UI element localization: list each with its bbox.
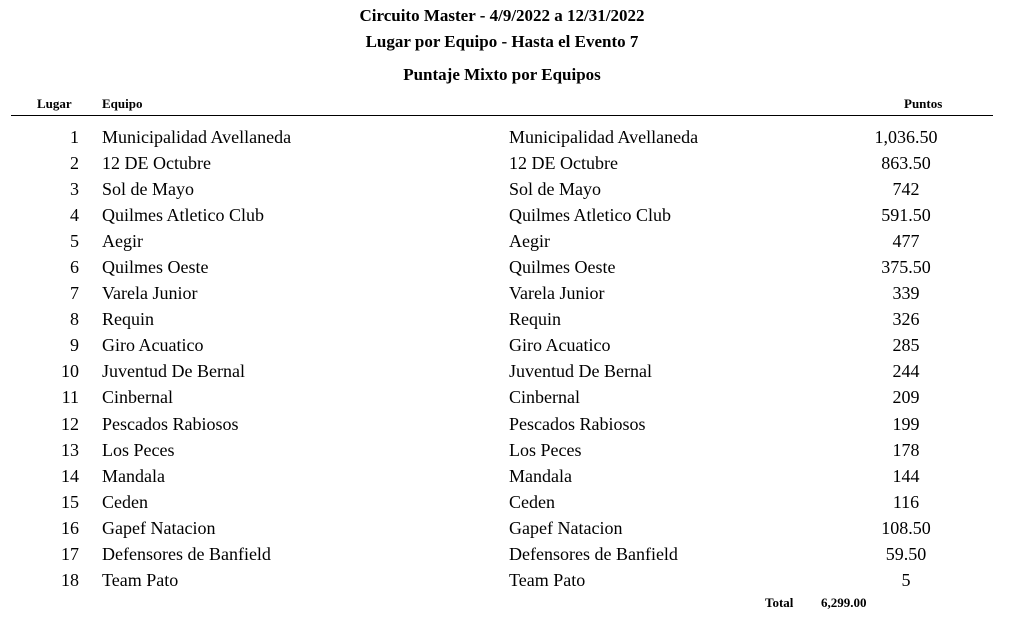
row-team: Varela Junior [102, 283, 198, 304]
row-place: 12 [61, 413, 79, 434]
table-row [0, 228, 1024, 254]
row-place: 5 [70, 231, 79, 252]
table-row [0, 411, 1024, 437]
row-team: 12 DE Octubre [102, 153, 211, 174]
table-row [0, 332, 1024, 358]
row-place: 8 [70, 309, 79, 330]
header-divider [11, 115, 993, 116]
row-team: Aegir [102, 231, 143, 252]
row-team-full: Varela Junior [509, 283, 605, 304]
table-row [0, 515, 1024, 541]
row-points: 326 [892, 309, 920, 330]
row-team-full: Pescados Rabiosos [509, 413, 646, 434]
row-place: 9 [70, 335, 79, 356]
row-team: Gapef Natacion [102, 517, 216, 538]
row-team: Mandala [102, 465, 165, 486]
row-team: Giro Acuatico [102, 335, 204, 356]
row-team: Requin [102, 309, 154, 330]
row-points: 375.50 [881, 257, 931, 278]
row-points: 1,036.50 [874, 127, 938, 147]
row-points: 591.50 [881, 205, 931, 226]
row-team-full: Sol de Mayo [509, 179, 601, 200]
row-team-full: Aegir [509, 231, 550, 252]
row-team-full: Cinbernal [509, 387, 580, 408]
row-team-full: Ceden [509, 491, 555, 512]
row-place: 1 [70, 127, 79, 147]
row-place: 4 [70, 205, 79, 226]
table-row [0, 280, 1024, 306]
row-place: 3 [70, 179, 79, 200]
row-team: Quilmes Atletico Club [102, 205, 264, 226]
row-points: 477 [892, 231, 920, 252]
row-team: Municipalidad Avellaneda [102, 127, 292, 147]
row-place: 17 [61, 543, 79, 564]
table-row [0, 124, 1024, 150]
column-header-points: Puntos [904, 96, 943, 111]
row-team-full: Giro Acuatico [509, 335, 611, 356]
table-row [0, 567, 1024, 593]
table-row [0, 202, 1024, 228]
row-team-full: Mandala [509, 465, 572, 486]
row-place: 16 [61, 517, 79, 538]
row-team: Pescados Rabiosos [102, 413, 239, 434]
row-team-full: Team Pato [509, 569, 586, 590]
row-points: 285 [892, 335, 920, 356]
row-team-full: Defensores de Banfield [509, 543, 678, 564]
row-points: 742 [892, 179, 920, 200]
table-row [0, 489, 1024, 515]
row-points: 339 [892, 283, 920, 304]
row-points: 178 [892, 439, 920, 460]
row-points: 209 [892, 387, 920, 408]
row-points: 116 [892, 491, 920, 512]
row-team-full: 12 DE Octubre [509, 153, 618, 174]
row-place: 7 [70, 283, 79, 304]
row-points: 5 [901, 569, 911, 590]
row-team: Quilmes Oeste [102, 257, 209, 278]
table-row [0, 541, 1024, 567]
row-team: Cinbernal [102, 387, 173, 408]
row-team: Sol de Mayo [102, 179, 194, 200]
standings-table [0, 124, 1024, 593]
row-team: Ceden [102, 491, 148, 512]
row-place: 6 [70, 257, 79, 278]
row-place: 2 [70, 153, 79, 174]
row-points: 144 [892, 465, 920, 486]
report-title: Circuito Master - 4/9/2022 a 12/31/2022 [359, 6, 645, 25]
row-team: Los Peces [102, 439, 175, 460]
row-team-full: Juventud De Bernal [509, 361, 652, 382]
row-points: 863.50 [881, 153, 931, 174]
row-points: 59.50 [885, 543, 927, 564]
row-team-full: Requin [509, 309, 561, 330]
row-place: 13 [61, 439, 79, 460]
total-value: 6,299.00 [821, 595, 867, 610]
table-row [0, 306, 1024, 332]
row-points: 199 [892, 413, 920, 434]
section-title: Puntaje Mixto por Equipos [403, 65, 601, 84]
report-subtitle: Lugar por Equipo - Hasta el Evento 7 [365, 32, 639, 51]
table-row [0, 437, 1024, 463]
column-header-team: Equipo [102, 96, 143, 111]
table-row [0, 384, 1024, 410]
column-header-place: Lugar [37, 96, 72, 111]
row-team-full: Quilmes Atletico Club [509, 205, 671, 226]
table-row [0, 176, 1024, 202]
table-row [0, 358, 1024, 384]
row-team: Defensores de Banfield [102, 543, 271, 564]
table-row [0, 150, 1024, 176]
row-place: 10 [61, 361, 79, 382]
row-team: Juventud De Bernal [102, 361, 245, 382]
row-team-full: Gapef Natacion [509, 517, 623, 538]
row-team: Team Pato [102, 569, 179, 590]
row-team-full: Municipalidad Avellaneda [509, 127, 699, 147]
row-team-full: Los Peces [509, 439, 582, 460]
row-place: 14 [61, 465, 79, 486]
row-place: 11 [61, 387, 79, 408]
table-row [0, 463, 1024, 489]
total-label: Total [765, 595, 794, 610]
row-points: 244 [892, 361, 920, 382]
row-points: 108.50 [881, 517, 931, 538]
row-place: 15 [61, 491, 79, 512]
row-team-full: Quilmes Oeste [509, 257, 616, 278]
row-place: 18 [61, 569, 79, 590]
table-row [0, 254, 1024, 280]
